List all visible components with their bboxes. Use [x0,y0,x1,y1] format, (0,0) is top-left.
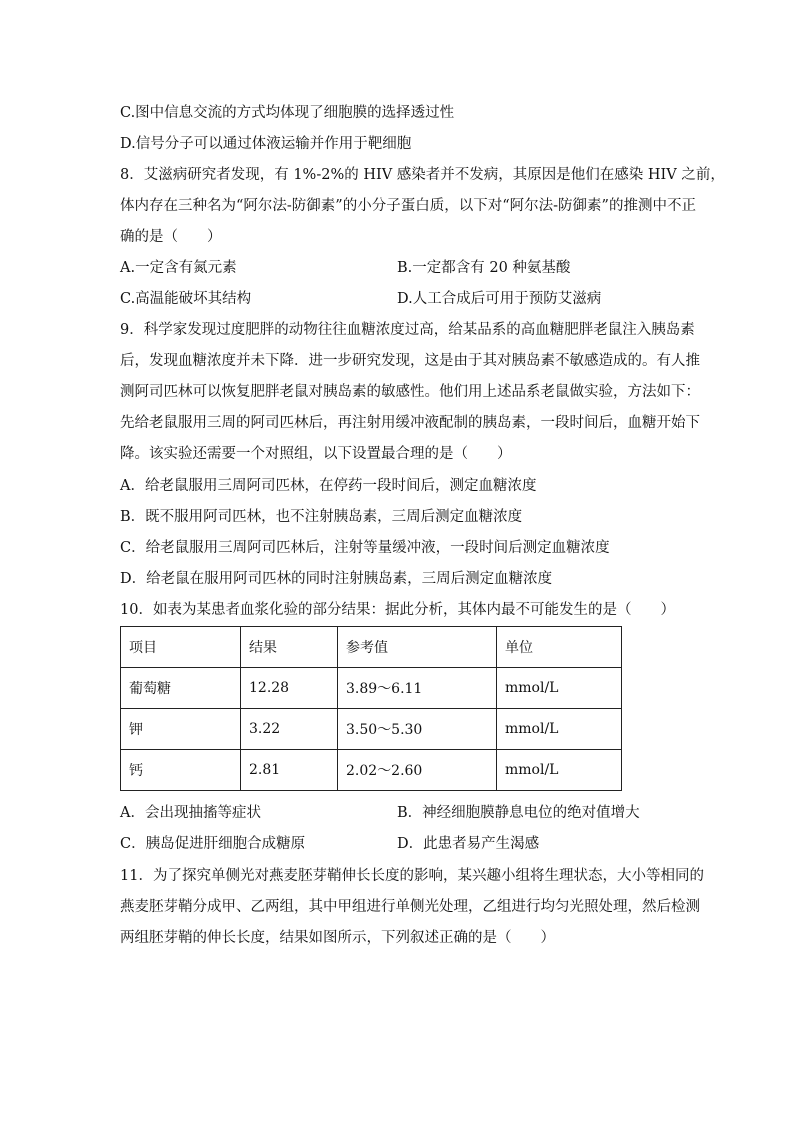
table-row [121,750,622,791]
table-header-row [121,627,622,668]
q9-option-c: C．给老鼠服用三周阿司匹林后，注射等量缓冲液，一段时间后测定血糖浓度 [120,540,610,556]
q9-stem-line-4: 先给老鼠服用三周的阿司匹林后，再注射用缓冲液配制的胰岛素，一段时间后，血糖开始下 [120,415,700,431]
table-cell: 3.50～5.30 [338,709,497,750]
q8-stem-line-2: 体内存在三种名为“阿尔法-防御素”的小分子蛋白质，以下对“阿尔法-防御素”的推测中不正 [120,198,696,214]
q11-stem-line-3: 两组胚芽鞘的伸长长度，结果如图所示，下列叙述正确的是（ ） [120,930,555,946]
table-cell: 2.81 [241,750,338,791]
table-header-cell: 单位 [497,627,622,668]
table-row [121,709,622,750]
table-cell: mmol/L [497,750,622,791]
table-header-cell: 参考值 [338,627,497,668]
q8-option-c: C.高温能破坏其结构 [120,291,252,307]
q10-option-c: C．胰岛促进肝细胞合成糖原 [120,836,306,852]
q8-option-a: A.一定含有氮元素 [120,260,237,276]
table-cell: 钾 [121,709,241,750]
table-cell: mmol/L [497,668,622,709]
table-cell: 3.89～6.11 [338,668,497,709]
table-cell: 3.22 [241,709,338,750]
q8-option-b: B.一定都含有 20 种氨基酸 [397,260,571,276]
q8-stem-line-1: 8．艾滋病研究者发现，有 1%-2%的 HIV 感染者并不发病，其原因是他们在感染 HIV 之前， [120,167,725,183]
table-header-cell: 结果 [241,627,338,668]
q9-stem-line-1: 9．科学家发现过度肥胖的动物往往血糖浓度过高，给某品系的高血糖肥胖老鼠注入胰岛素 [120,322,695,338]
q9-stem-line-2: 后，发现血糖浓度并未下降．进一步研究发现，这是由于其对胰岛素不敏感造成的。有人推 [120,353,700,369]
q10-option-a: A．会出现抽搐等症状 [120,805,261,821]
q10-option-d: D．此患者易产生渴感 [397,836,540,852]
q9-option-b: B．既不服用阿司匹林，也不注射胰岛素，三周后测定血糖浓度 [120,509,523,525]
q11-stem-line-1: 11．为了探究单侧光对燕麦胚芽鞘伸长长度的影响，某兴趣小组将生理状态，大小等相同的 [120,868,704,884]
q7-option-c: C.图中信息交流的方式均体现了细胞膜的选择透过性 [120,105,455,121]
q9-stem-line-5: 降。该实验还需要一个对照组，以下设置最合理的是（ ） [120,446,512,462]
table-cell: mmol/L [497,709,622,750]
table-row [121,668,622,709]
table-cell: 钙 [121,750,241,791]
table-cell: 2.02～2.60 [338,750,497,791]
q11-stem-line-2: 燕麦胚芽鞘分成甲、乙两组，其中甲组进行单侧光处理，乙组进行均匀光照处理，然后检测 [120,899,700,915]
q9-stem-line-3: 测阿司匹林可以恢复肥胖老鼠对胰岛素的敏感性。他们用上述品系老鼠做实验，方法如下： [120,384,700,400]
q7-option-d: D.信号分子可以通过体液运输并作用于靶细胞 [120,136,412,152]
q10-stem: 10．如表为某患者血浆化验的部分结果：据此分析，其体内最不可能发生的是（ ） [120,602,675,618]
blood-test-table [120,626,622,791]
q9-option-a: A．给老鼠服用三周阿司匹林，在停药一段时间后，测定血糖浓度 [120,478,537,494]
table-cell: 葡萄糖 [121,668,241,709]
q8-option-d: D.人工合成后可用于预防艾滋病 [397,291,602,307]
q10-option-b: B．神经细胞膜静息电位的绝对值增大 [397,805,640,821]
table-cell: 12.28 [241,668,338,709]
table-header-cell: 项目 [121,627,241,668]
q9-option-d: D．给老鼠在服用阿司匹林的同时注射胰岛素，三周后测定血糖浓度 [120,571,553,587]
q8-stem-line-3: 确的是（ ） [120,229,222,245]
